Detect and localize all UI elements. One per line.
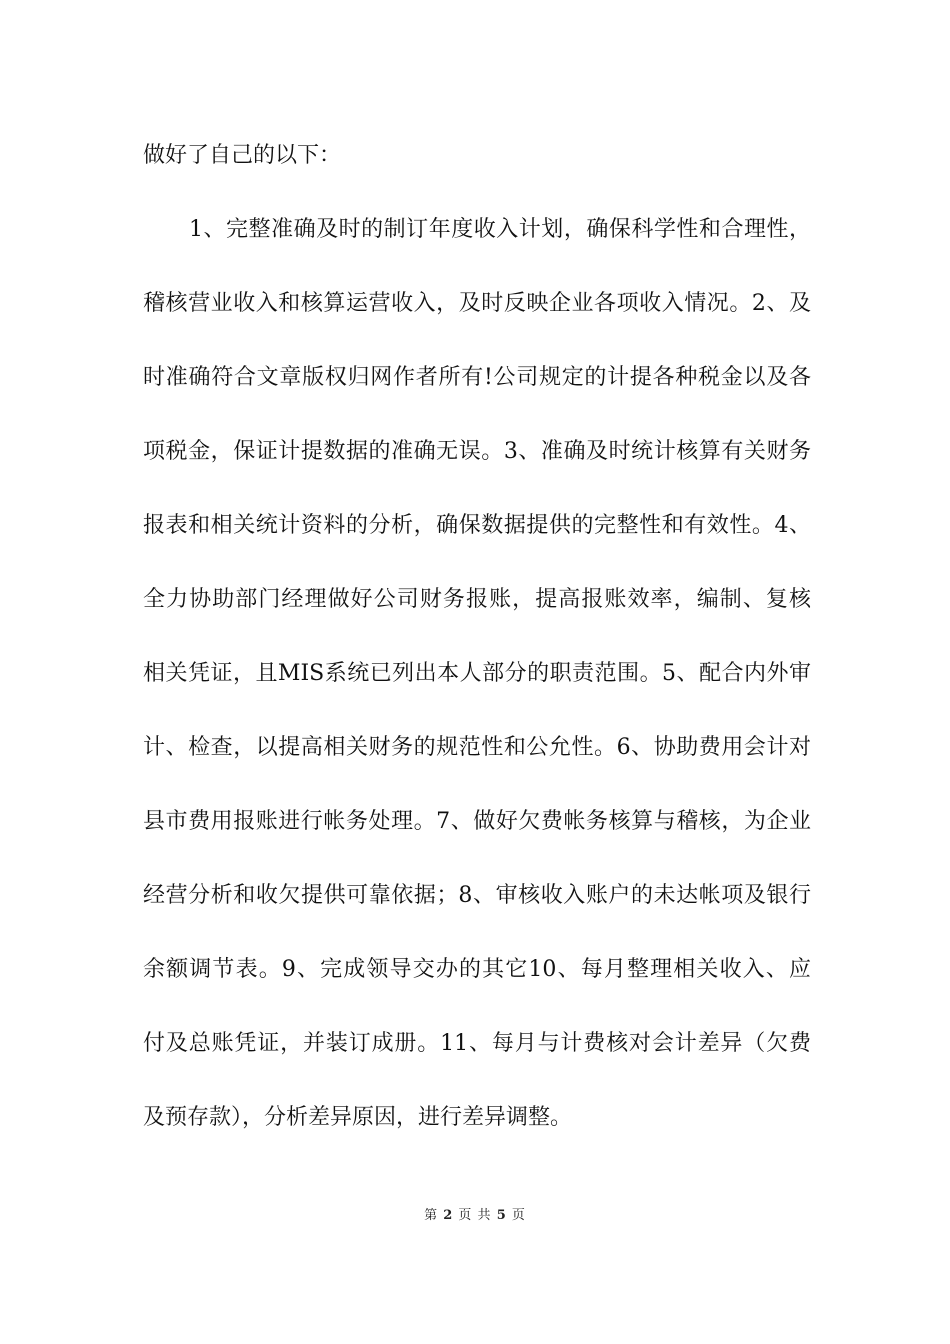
paragraph-line: 1、完整准确及时的制订年度收入计划，确保科学性和合理性，: [189, 217, 811, 242]
paragraph-line: 做好了自己的以下：: [143, 143, 342, 168]
footer-middle: 页 共: [458, 1208, 492, 1223]
paragraph-line: 付及总账凭证，并装订成册。11、每月与计费核对会计差异（欠费: [143, 1031, 811, 1056]
footer-suffix: 页: [511, 1208, 526, 1223]
paragraph-line: 稽核营业收入和核算运营收入，及时反映企业各项收入情况。2、及: [143, 291, 811, 316]
paragraph-line: 余额调节表。9、完成领导交办的其它10、每月整理相关收入、应: [143, 957, 811, 982]
paragraph-line: 报表和相关统计资料的分析，确保数据提供的完整性和有效性。4、: [143, 513, 811, 538]
paragraph-line: 经营分析和收欠提供可靠依据；8、审核收入账户的未达帐项及银行: [143, 883, 811, 908]
footer-total-pages: 5: [496, 1208, 507, 1223]
footer-prefix: 第: [424, 1208, 439, 1223]
paragraph-line: 相关凭证，且MIS系统已列出本人部分的职责范围。5、配合内外审: [143, 661, 811, 686]
page-footer: [0, 1208, 950, 1224]
paragraph-line: 时准确符合文章版权归网作者所有!公司规定的计提各种税金以及各: [143, 365, 811, 390]
paragraph-line: 项税金，保证计提数据的准确无误。3、准确及时统计核算有关财务: [143, 439, 811, 464]
paragraph-line: 计、检查，以提高相关财务的规范性和公允性。6、协助费用会计对: [143, 735, 811, 760]
paragraph-line: 县市费用报账进行帐务处理。7、做好欠费帐务核算与稽核，为企业: [143, 809, 811, 834]
paragraph-line: 全力协助部门经理做好公司财务报账，提高报账效率，编制、复核: [143, 587, 811, 612]
footer-page-number: 2: [443, 1208, 454, 1223]
paragraph-line: 及预存款），分析差异原因，进行差异调整。: [143, 1105, 573, 1130]
